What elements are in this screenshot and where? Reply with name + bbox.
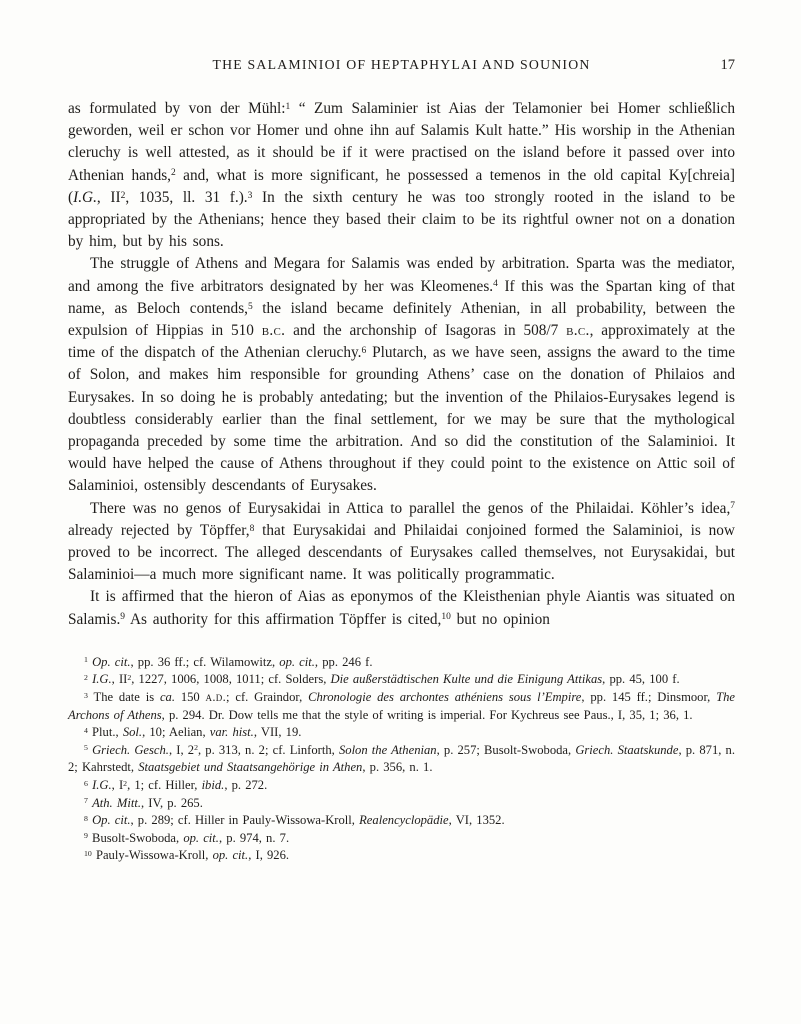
page-title: THE SALAMINIOI OF HEPTAPHYLAI AND SOUNION [212,57,591,72]
footnote-4: $^4$ Plut., Sol., 10; Aelian, var. hist., VII, 19. [84,725,302,740]
footnote-3: $^3$ The date is ca. 150 a.d.; cf. Graindor, Chronologie des archontes athéniens sous l’Empire, pp. 145 ff.; Dinsmoor, The Archons of Athens, p. 294. Dr. Dow tells me that the style of writing is imperial. For Kychreus see Paus., I, 35, 1; 36, 1. [68,690,736,722]
paragraph-2: The struggle of Athens and Megara for Salamis was ended by arbitration. Sparta was the mediator, and among the five arbitrators designated by her was Kleomenes.$^4$ If this was the Spartan king of that name, as Beloch contends,$^5$ the island became definitely Athenian, in all probability, between the expulsion of Hippias in 510 b.c. and the archonship of Isagoras in 508/7 b.c., approximately at the time of the dispatch of the Athenian cleruchy.$^6$ Plutarch, as we have seen, assigns the award to the time of Solon, and makes him responsible for grounding Athens’ case on the donation of Philaios and Eurysakes. In so doing he is probably antedating; but the invention of the Philaios-Eurysakes legend is doubtless considerably earlier than the final settlement, for we may be sure that the mythological propaganda preceded by some time the arbitration. And so did the constitution of the Salaminioi. It would have helped the cause of Athens throughout if they could point to the existence on Attic soil of Salaminioi, ostensibly descendants of Eurysakes. [68,255,736,495]
page-number: 17 [720,57,735,73]
footnote-5: $^5$ Griech. Gesch., I, $2^2$, p. 313, n. 2; cf. Linforth, Solon the Athenian, p. 257; Busolt-Swoboda, Griech. Staatskunde, p. 871, n. 2; Kahrstedt, Staatsgebiet und Staatsangehörige in Athen, p. 356, n. 1. [68,742,735,775]
footnote-8: $^8$ Op. cit., p. 289; cf. Hiller in Pauly-Wissowa-Kroll, Realencyclopädie, VI, 1352. [84,813,505,828]
footnote-10: $^{10}$ Pauly-Wissowa-Kroll, op. cit., I, 926. [84,848,290,863]
paragraph-3: There was no genos of Eurysakidai in Attica to parallel the genos of the Philaidai. Köhler’s idea,$^7$ already rejected by Töpffer,$^8$ that Eurysakidai and Philaidai conjoined formed the Salaminioi, is now proved to be incorrect. The alleged descendants of Eurysakes called themselves, not Eurysakidai, but Salaminioi—a much more significant name. It was politically programmatic. [68,499,735,584]
paragraph-4: It is affirmed that the hieron of Aias as eponymos of the Kleisthenian phyle Aiantis was situated on Salamis.$^9$ As authority for this affirmation Töpffer is cited,$^{10}$ but no opinion [68,588,735,628]
footnote-1: $^1$ Op. cit., pp. 36 ff.; cf. Wilamowitz, op. cit., pp. 246 f. [84,654,373,669]
footnotes [68,654,735,865]
footnote-9: $^9$ Busolt-Swoboda, op. cit., p. 974, n. 7. [84,830,290,845]
body-paragraphs [68,98,735,631]
running-head [68,57,735,73]
footnote-2: $^2$ I.G., $II^2$, 1227, 1006, 1008, 1011; cf. Solders, Die außerstädtischen Kulte und die Einigung Attikas, pp. 45, 100 f. [84,672,680,687]
footnote-7: $^7$ Ath. Mitt., IV, p. 265. [84,795,203,810]
paragraph-1: as formulated by von der Mühl:$^1$ “ Zum Salaminier ist Aias der Telamonier bei Homer schließlich geworden, weil er schon vor Homer und ohne ihn auf Salamis Kult hatte.” His worship in the Athenian cleruchy is well attested, as it should be if it were practised on the island before it passed over into Athenian hands,$^2$ and, what is more significant, he possessed a temenos in the old capital Ky[chreia] (I.G., $II^2$, 1035, ll. 31 f.).$^3$ In the sixth century he was too strongly rooted in the island to be appropriated by the Athenians; hence they based their claim to be its rightful owner not on a donation by him, but by his sons. [68,100,735,251]
footnote-6: $^6$ I.G., $I^2$, 1; cf. Hiller, ibid., p. 272. [84,778,268,793]
